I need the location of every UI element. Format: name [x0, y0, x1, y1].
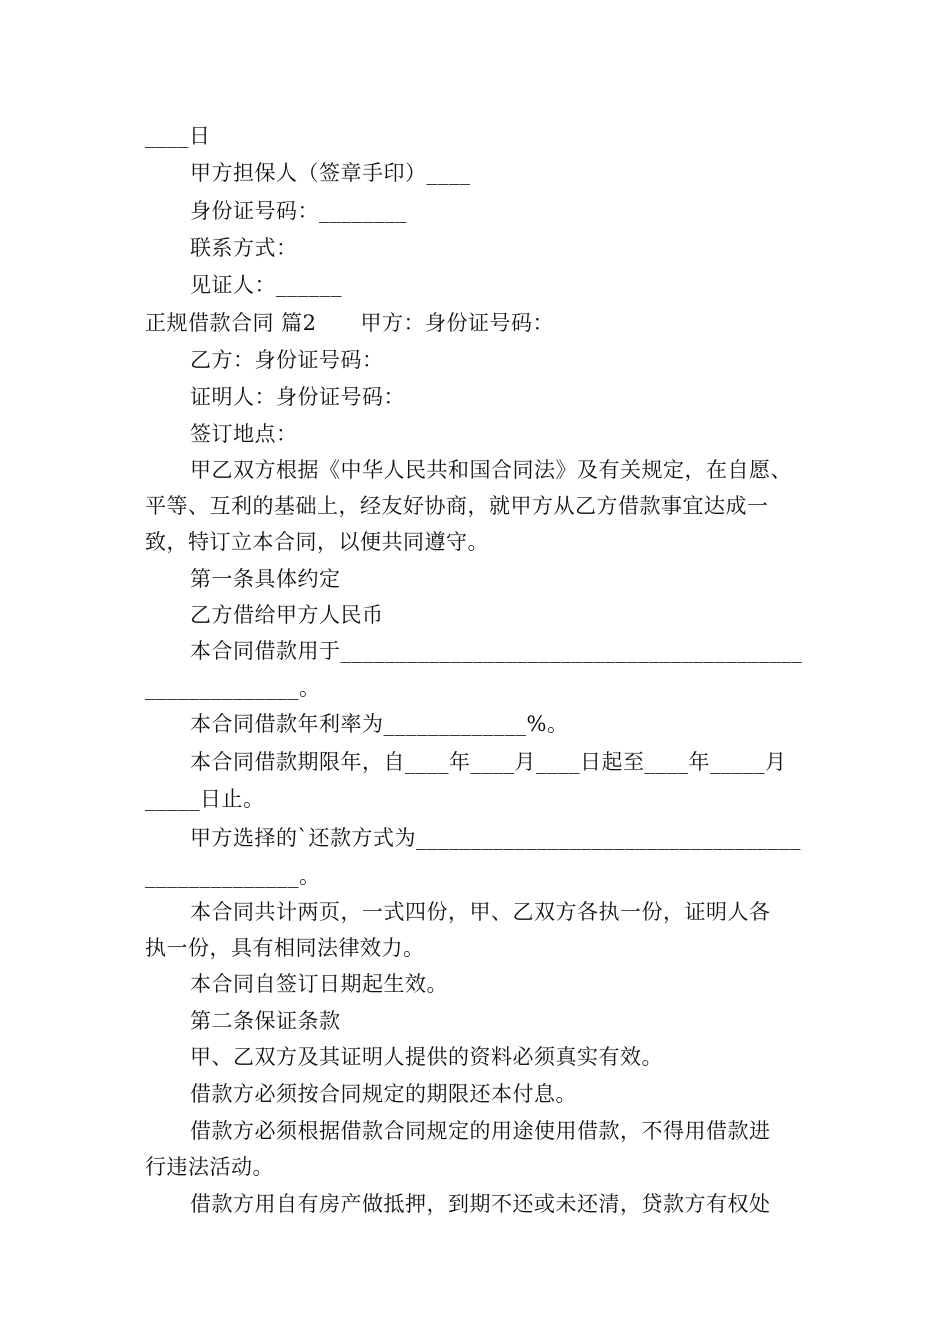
signing-place-line: 签订地点： — [190, 422, 298, 446]
date-day-line: ____日 — [145, 124, 211, 148]
article-2-heading: 第二条保证条款 — [190, 1009, 341, 1033]
party-a-id-line: 甲方：身份证号码： — [360, 311, 555, 335]
loan-purpose-line: 本合同借款用于__________________________________________ — [190, 639, 803, 663]
guarantee-clause-3-line-2: 行违法活动。 — [145, 1155, 274, 1179]
loan-term-end-line: _____日止。 — [145, 787, 265, 811]
guarantee-clause-3-line-1: 借款方必须根据借款合同规定的用途使用借款，不得用借款进 — [190, 1119, 771, 1143]
guarantee-clause-2: 借款方必须按合同规定的期限还本付息。 — [190, 1082, 577, 1106]
copies-line-2: 执一份，具有相同法律效力。 — [145, 936, 425, 960]
preamble-line-1: 甲乙双方根据《中华人民共和国合同法》及有关规定，在自愿、 — [190, 458, 792, 482]
copies-line-1: 本合同共计两页，一式四份，甲、乙双方各执一份，证明人各 — [190, 900, 771, 924]
loan-amount-line: 乙方借给甲方人民币 — [190, 603, 384, 627]
contract-title: 正规借款合同 篇2 — [145, 311, 317, 335]
repayment-method-line: 甲方选择的`还款方式为___________________________________ — [190, 826, 801, 850]
guarantee-clause-4: 借款方用自有房产做抵押，到期不还或未还清，贷款方有权处 — [190, 1192, 771, 1216]
party-b-id-line: 乙方：身份证号码： — [190, 348, 384, 372]
article-1-heading: 第一条具体约定 — [190, 567, 341, 591]
guarantor-signature-line: 甲方担保人（签章手印）____ — [190, 161, 471, 185]
loan-purpose-continued: ______________。 — [145, 676, 321, 700]
preamble-line-2: 平等、互利的基础上，经友好协商，就甲方从乙方借款事宜达成一 — [145, 494, 769, 518]
repayment-method-continued: ______________。 — [145, 864, 321, 888]
effective-date-line: 本合同自签订日期起生效。 — [190, 972, 448, 996]
guarantee-clause-1: 甲、乙双方及其证明人提供的资料必须真实有效。 — [190, 1045, 663, 1069]
witness-line: 见证人：______ — [190, 273, 342, 297]
guarantor-contact-line: 联系方式： — [190, 236, 298, 260]
interest-rate-line: 本合同借款年利率为_____________%。 — [190, 712, 569, 736]
contract-heading-line — [145, 305, 554, 341]
preamble-line-3: 致，特订立本合同，以便共同遵守。 — [145, 530, 489, 554]
guarantor-id-line: 身份证号码：________ — [190, 199, 407, 223]
certifier-id-line: 证明人：身份证号码： — [190, 385, 405, 409]
loan-term-line: 本合同借款期限年，自____年____月____日起至____年_____月 — [190, 750, 787, 774]
